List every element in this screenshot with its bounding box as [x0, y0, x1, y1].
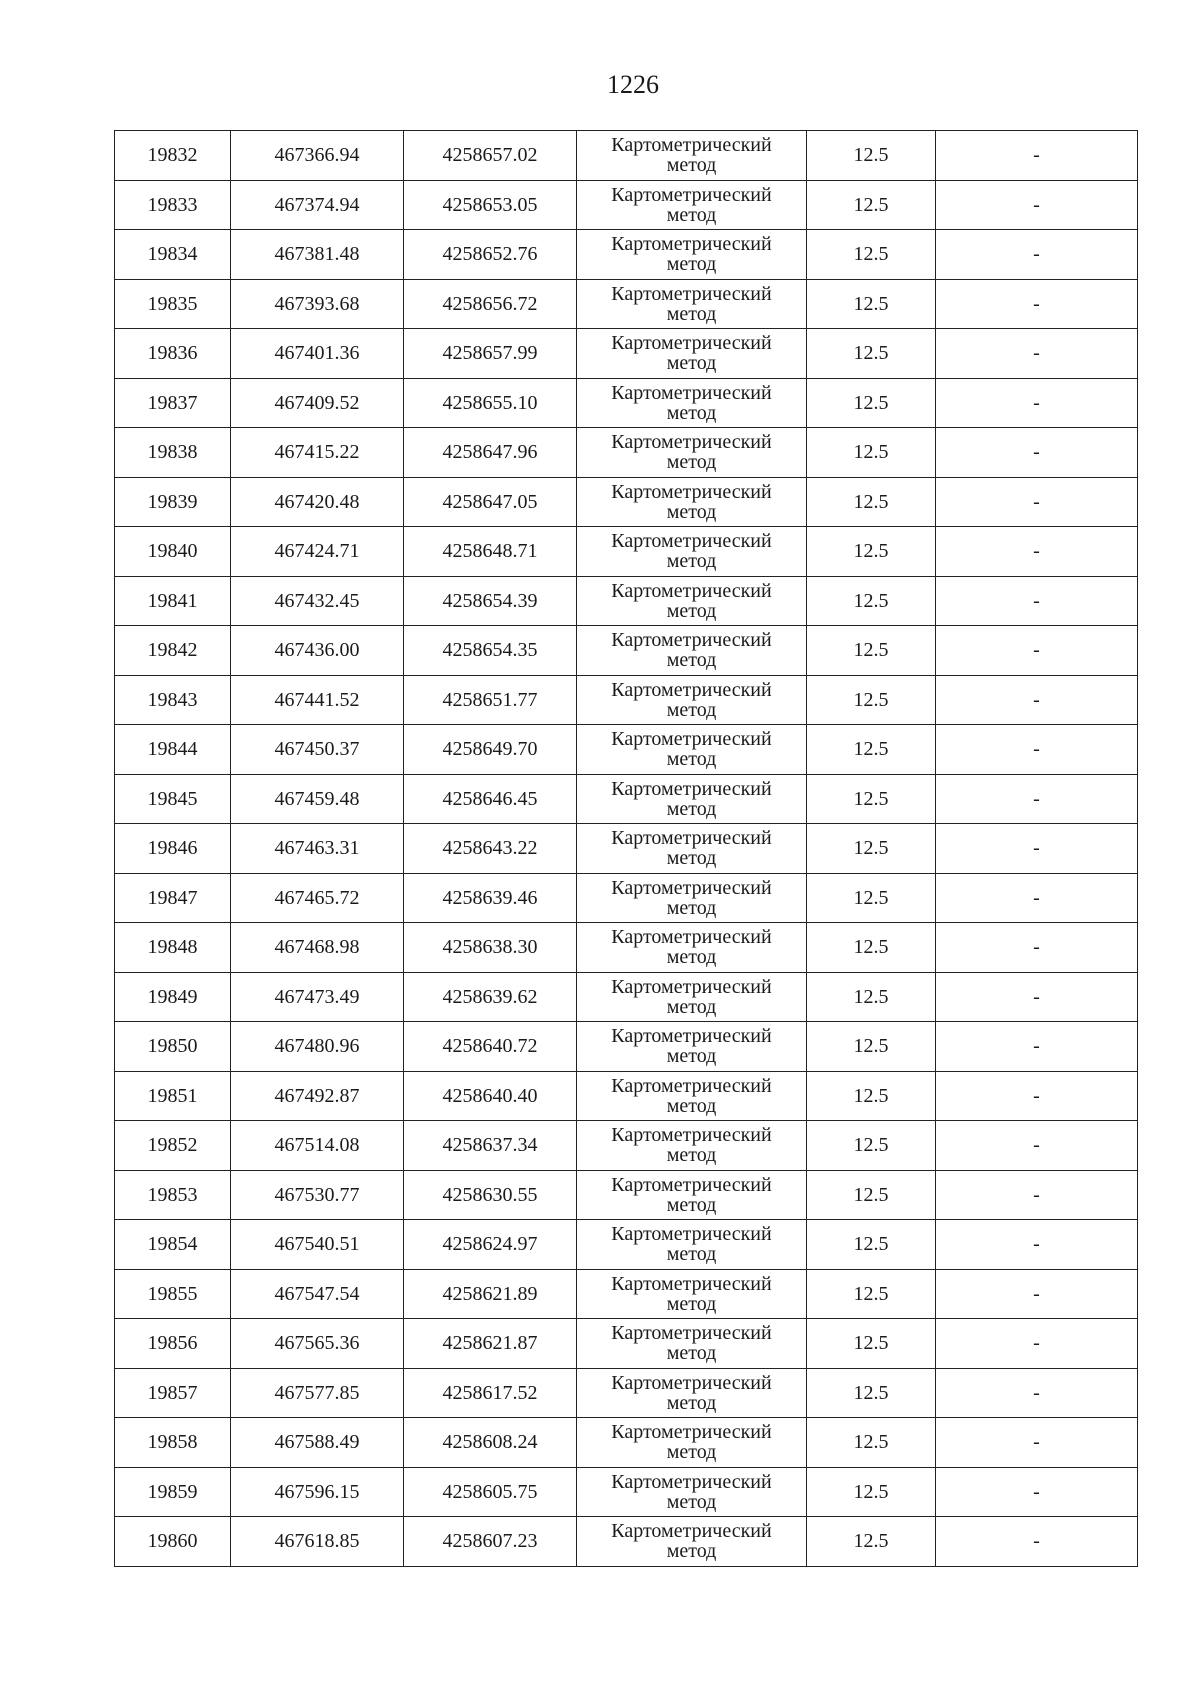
- table-row: [115, 230, 1138, 280]
- method-line-2: метод: [666, 797, 717, 820]
- method-cell: [577, 1121, 807, 1171]
- point-number-cell: 19846: [115, 824, 231, 874]
- method-cell: [577, 923, 807, 973]
- point-number-cell: 19856: [115, 1319, 231, 1369]
- accuracy-cell: 12.5: [807, 477, 936, 527]
- method-line-1: Картометрический: [611, 975, 772, 998]
- y-coordinate-cell: 4258607.23: [404, 1517, 577, 1567]
- point-number-cell: 19859: [115, 1467, 231, 1517]
- x-coordinate-cell: 467465.72: [231, 873, 404, 923]
- accuracy-cell: 12.5: [807, 626, 936, 676]
- x-coordinate-cell: 467409.52: [231, 378, 404, 428]
- table-row: [115, 180, 1138, 230]
- y-coordinate-cell: 4258653.05: [404, 180, 577, 230]
- x-coordinate-cell: 467618.85: [231, 1517, 404, 1567]
- x-coordinate-cell: 467393.68: [231, 279, 404, 329]
- accuracy-cell: 12.5: [807, 428, 936, 478]
- x-coordinate-cell: 467381.48: [231, 230, 404, 280]
- note-cell: -: [936, 824, 1138, 874]
- table-row: [115, 725, 1138, 775]
- point-number-cell: 19858: [115, 1418, 231, 1468]
- x-coordinate-cell: 467436.00: [231, 626, 404, 676]
- table-row: [115, 675, 1138, 725]
- method-line-2: метод: [666, 451, 717, 474]
- table-row: [115, 1220, 1138, 1270]
- note-cell: -: [936, 329, 1138, 379]
- note-cell: -: [936, 131, 1138, 181]
- table-row: [115, 428, 1138, 478]
- x-coordinate-cell: 467374.94: [231, 180, 404, 230]
- table-row: [115, 1170, 1138, 1220]
- method-line-1: Картометрический: [611, 1124, 772, 1147]
- note-cell: -: [936, 626, 1138, 676]
- method-line-2: метод: [666, 253, 717, 276]
- y-coordinate-cell: 4258637.34: [404, 1121, 577, 1171]
- table-row: [115, 1418, 1138, 1468]
- x-coordinate-cell: 467530.77: [231, 1170, 404, 1220]
- method-line-2: метод: [666, 352, 717, 375]
- method-line-1: Картометрический: [611, 1272, 772, 1295]
- point-number-cell: 19852: [115, 1121, 231, 1171]
- method-cell: [577, 1368, 807, 1418]
- method-line-2: метод: [666, 302, 717, 325]
- note-cell: -: [936, 1170, 1138, 1220]
- table-row: [115, 1269, 1138, 1319]
- table-row: [115, 774, 1138, 824]
- method-line-1: Картометрический: [611, 1074, 772, 1097]
- accuracy-cell: 12.5: [807, 329, 936, 379]
- method-line-2: метод: [666, 401, 717, 424]
- point-number-cell: 19843: [115, 675, 231, 725]
- method-line-1: Картометрический: [611, 480, 772, 503]
- x-coordinate-cell: 467547.54: [231, 1269, 404, 1319]
- point-number-cell: 19853: [115, 1170, 231, 1220]
- method-line-2: метод: [666, 1540, 717, 1563]
- note-cell: -: [936, 1517, 1138, 1567]
- point-number-cell: 19841: [115, 576, 231, 626]
- method-line-2: метод: [666, 698, 717, 721]
- point-number-cell: 19833: [115, 180, 231, 230]
- method-line-2: метод: [666, 599, 717, 622]
- method-line-1: Картометрический: [611, 381, 772, 404]
- point-number-cell: 19850: [115, 1022, 231, 1072]
- x-coordinate-cell: 467565.36: [231, 1319, 404, 1369]
- y-coordinate-cell: 4258655.10: [404, 378, 577, 428]
- y-coordinate-cell: 4258624.97: [404, 1220, 577, 1270]
- note-cell: -: [936, 378, 1138, 428]
- note-cell: -: [936, 1269, 1138, 1319]
- method-line-1: Картометрический: [611, 1421, 772, 1444]
- table-row: [115, 1071, 1138, 1121]
- table-row: [115, 1319, 1138, 1369]
- method-line-1: Картометрический: [611, 629, 772, 652]
- accuracy-cell: 12.5: [807, 774, 936, 824]
- point-number-cell: 19857: [115, 1368, 231, 1418]
- accuracy-cell: 12.5: [807, 180, 936, 230]
- method-line-2: метод: [666, 1292, 717, 1315]
- accuracy-cell: 12.5: [807, 1121, 936, 1171]
- point-number-cell: 19842: [115, 626, 231, 676]
- point-number-cell: 19832: [115, 131, 231, 181]
- method-cell: [577, 428, 807, 478]
- y-coordinate-cell: 4258649.70: [404, 725, 577, 775]
- point-number-cell: 19845: [115, 774, 231, 824]
- point-number-cell: 19836: [115, 329, 231, 379]
- method-cell: [577, 180, 807, 230]
- note-cell: -: [936, 675, 1138, 725]
- note-cell: -: [936, 1022, 1138, 1072]
- accuracy-cell: 12.5: [807, 230, 936, 280]
- method-cell: [577, 230, 807, 280]
- method-cell: [577, 675, 807, 725]
- table-row: [115, 972, 1138, 1022]
- method-line-2: метод: [666, 203, 717, 226]
- x-coordinate-cell: 467424.71: [231, 527, 404, 577]
- table-row: [115, 477, 1138, 527]
- point-number-cell: 19860: [115, 1517, 231, 1567]
- method-cell: [577, 1022, 807, 1072]
- coordinates-table: [114, 130, 1138, 1567]
- method-line-2: метод: [666, 1490, 717, 1513]
- method-line-1: Картометрический: [611, 579, 772, 602]
- method-line-2: метод: [666, 154, 717, 177]
- note-cell: -: [936, 1220, 1138, 1270]
- method-line-1: Картометрический: [611, 134, 772, 157]
- point-number-cell: 19838: [115, 428, 231, 478]
- y-coordinate-cell: 4258621.87: [404, 1319, 577, 1369]
- accuracy-cell: 12.5: [807, 1368, 936, 1418]
- method-cell: [577, 1071, 807, 1121]
- note-cell: -: [936, 923, 1138, 973]
- accuracy-cell: 12.5: [807, 923, 936, 973]
- y-coordinate-cell: 4258654.35: [404, 626, 577, 676]
- accuracy-cell: 12.5: [807, 576, 936, 626]
- method-line-2: метод: [666, 1243, 717, 1266]
- accuracy-cell: 12.5: [807, 378, 936, 428]
- note-cell: -: [936, 527, 1138, 577]
- method-line-2: метод: [666, 1342, 717, 1365]
- method-line-1: Картометрический: [611, 1322, 772, 1345]
- accuracy-cell: 12.5: [807, 824, 936, 874]
- note-cell: -: [936, 1418, 1138, 1468]
- accuracy-cell: 12.5: [807, 1467, 936, 1517]
- accuracy-cell: 12.5: [807, 1418, 936, 1468]
- table-row: [115, 576, 1138, 626]
- accuracy-cell: 12.5: [807, 873, 936, 923]
- x-coordinate-cell: 467577.85: [231, 1368, 404, 1418]
- method-line-2: метод: [666, 748, 717, 771]
- method-line-2: метод: [666, 1441, 717, 1464]
- table-row: [115, 1467, 1138, 1517]
- method-line-1: Картометрический: [611, 282, 772, 305]
- table-row: [115, 1368, 1138, 1418]
- point-number-cell: 19844: [115, 725, 231, 775]
- y-coordinate-cell: 4258605.75: [404, 1467, 577, 1517]
- accuracy-cell: 12.5: [807, 972, 936, 1022]
- y-coordinate-cell: 4258647.05: [404, 477, 577, 527]
- coordinates-table-body: [115, 131, 1138, 1567]
- note-cell: -: [936, 477, 1138, 527]
- table-row: [115, 824, 1138, 874]
- method-line-1: Картометрический: [611, 431, 772, 454]
- method-line-2: метод: [666, 500, 717, 523]
- method-line-2: метод: [666, 847, 717, 870]
- point-number-cell: 19837: [115, 378, 231, 428]
- accuracy-cell: 12.5: [807, 1022, 936, 1072]
- accuracy-cell: 12.5: [807, 675, 936, 725]
- y-coordinate-cell: 4258646.45: [404, 774, 577, 824]
- method-cell: [577, 725, 807, 775]
- x-coordinate-cell: 467441.52: [231, 675, 404, 725]
- note-cell: -: [936, 428, 1138, 478]
- x-coordinate-cell: 467596.15: [231, 1467, 404, 1517]
- page-number: 1226: [607, 70, 659, 99]
- table-row: [115, 131, 1138, 181]
- note-cell: -: [936, 972, 1138, 1022]
- x-coordinate-cell: 467459.48: [231, 774, 404, 824]
- accuracy-cell: 12.5: [807, 527, 936, 577]
- table-row: [115, 329, 1138, 379]
- accuracy-cell: 12.5: [807, 1170, 936, 1220]
- x-coordinate-cell: 467420.48: [231, 477, 404, 527]
- y-coordinate-cell: 4258621.89: [404, 1269, 577, 1319]
- point-number-cell: 19855: [115, 1269, 231, 1319]
- method-line-2: метод: [666, 946, 717, 969]
- point-number-cell: 19854: [115, 1220, 231, 1270]
- accuracy-cell: 12.5: [807, 1319, 936, 1369]
- method-cell: [577, 279, 807, 329]
- x-coordinate-cell: 467463.31: [231, 824, 404, 874]
- method-cell: [577, 972, 807, 1022]
- method-line-2: метод: [666, 1045, 717, 1068]
- x-coordinate-cell: 467473.49: [231, 972, 404, 1022]
- method-cell: [577, 774, 807, 824]
- accuracy-cell: 12.5: [807, 279, 936, 329]
- method-cell: [577, 131, 807, 181]
- y-coordinate-cell: 4258640.72: [404, 1022, 577, 1072]
- note-cell: -: [936, 1319, 1138, 1369]
- y-coordinate-cell: 4258657.99: [404, 329, 577, 379]
- accuracy-cell: 12.5: [807, 1220, 936, 1270]
- y-coordinate-cell: 4258657.02: [404, 131, 577, 181]
- method-line-1: Картометрический: [611, 777, 772, 800]
- method-line-1: Картометрический: [611, 1025, 772, 1048]
- accuracy-cell: 12.5: [807, 1269, 936, 1319]
- y-coordinate-cell: 4258608.24: [404, 1418, 577, 1468]
- method-cell: [577, 378, 807, 428]
- note-cell: -: [936, 1121, 1138, 1171]
- method-line-1: Картометрический: [611, 332, 772, 355]
- note-cell: -: [936, 230, 1138, 280]
- method-line-2: метод: [666, 1391, 717, 1414]
- method-line-2: метод: [666, 896, 717, 919]
- method-line-2: метод: [666, 995, 717, 1018]
- point-number-cell: 19848: [115, 923, 231, 973]
- table-row: [115, 1022, 1138, 1072]
- method-line-2: метод: [666, 1144, 717, 1167]
- y-coordinate-cell: 4258639.46: [404, 873, 577, 923]
- note-cell: -: [936, 180, 1138, 230]
- accuracy-cell: 12.5: [807, 1071, 936, 1121]
- y-coordinate-cell: 4258643.22: [404, 824, 577, 874]
- method-cell: [577, 527, 807, 577]
- method-line-1: Картометрический: [611, 1223, 772, 1246]
- point-number-cell: 19834: [115, 230, 231, 280]
- method-line-1: Картометрический: [611, 728, 772, 751]
- y-coordinate-cell: 4258639.62: [404, 972, 577, 1022]
- method-line-1: Картометрический: [611, 678, 772, 701]
- table-row: [115, 279, 1138, 329]
- method-cell: [577, 329, 807, 379]
- y-coordinate-cell: 4258656.72: [404, 279, 577, 329]
- method-line-1: Картометрический: [611, 233, 772, 256]
- x-coordinate-cell: 467492.87: [231, 1071, 404, 1121]
- x-coordinate-cell: 467540.51: [231, 1220, 404, 1270]
- y-coordinate-cell: 4258630.55: [404, 1170, 577, 1220]
- x-coordinate-cell: 467450.37: [231, 725, 404, 775]
- method-cell: [577, 626, 807, 676]
- accuracy-cell: 12.5: [807, 1517, 936, 1567]
- method-cell: [577, 1467, 807, 1517]
- point-number-cell: 19851: [115, 1071, 231, 1121]
- method-line-1: Картометрический: [611, 1173, 772, 1196]
- point-number-cell: 19835: [115, 279, 231, 329]
- method-cell: [577, 576, 807, 626]
- method-cell: [577, 1517, 807, 1567]
- table-row: [115, 626, 1138, 676]
- x-coordinate-cell: 467432.45: [231, 576, 404, 626]
- point-number-cell: 19839: [115, 477, 231, 527]
- point-number-cell: 19847: [115, 873, 231, 923]
- method-cell: [577, 1170, 807, 1220]
- method-line-1: Картометрический: [611, 530, 772, 553]
- y-coordinate-cell: 4258652.76: [404, 230, 577, 280]
- point-number-cell: 19840: [115, 527, 231, 577]
- y-coordinate-cell: 4258647.96: [404, 428, 577, 478]
- table-row: [115, 378, 1138, 428]
- table-row: [115, 923, 1138, 973]
- method-line-1: Картометрический: [611, 1371, 772, 1394]
- method-cell: [577, 1319, 807, 1369]
- method-cell: [577, 873, 807, 923]
- table-row: [115, 1121, 1138, 1171]
- method-line-2: метод: [666, 1094, 717, 1117]
- x-coordinate-cell: 467588.49: [231, 1418, 404, 1468]
- table-row: [115, 1517, 1138, 1567]
- note-cell: -: [936, 1368, 1138, 1418]
- note-cell: -: [936, 774, 1138, 824]
- method-line-1: Картометрический: [611, 876, 772, 899]
- method-cell: [577, 824, 807, 874]
- note-cell: -: [936, 1467, 1138, 1517]
- y-coordinate-cell: 4258640.40: [404, 1071, 577, 1121]
- table-row: [115, 873, 1138, 923]
- note-cell: -: [936, 576, 1138, 626]
- note-cell: -: [936, 1071, 1138, 1121]
- method-line-1: Картометрический: [611, 183, 772, 206]
- accuracy-cell: 12.5: [807, 725, 936, 775]
- y-coordinate-cell: 4258648.71: [404, 527, 577, 577]
- y-coordinate-cell: 4258651.77: [404, 675, 577, 725]
- method-cell: [577, 1220, 807, 1270]
- method-cell: [577, 477, 807, 527]
- method-cell: [577, 1418, 807, 1468]
- note-cell: -: [936, 873, 1138, 923]
- x-coordinate-cell: 467468.98: [231, 923, 404, 973]
- y-coordinate-cell: 4258654.39: [404, 576, 577, 626]
- method-line-1: Картометрический: [611, 827, 772, 850]
- y-coordinate-cell: 4258617.52: [404, 1368, 577, 1418]
- x-coordinate-cell: 467480.96: [231, 1022, 404, 1072]
- note-cell: -: [936, 725, 1138, 775]
- method-line-1: Картометрический: [611, 926, 772, 949]
- method-line-2: метод: [666, 1193, 717, 1216]
- method-line-1: Картометрический: [611, 1470, 772, 1493]
- x-coordinate-cell: 467415.22: [231, 428, 404, 478]
- note-cell: -: [936, 279, 1138, 329]
- x-coordinate-cell: 467514.08: [231, 1121, 404, 1171]
- method-line-2: метод: [666, 649, 717, 672]
- method-line-2: метод: [666, 550, 717, 573]
- method-line-1: Картометрический: [611, 1520, 772, 1543]
- table-row: [115, 527, 1138, 577]
- y-coordinate-cell: 4258638.30: [404, 923, 577, 973]
- accuracy-cell: 12.5: [807, 131, 936, 181]
- x-coordinate-cell: 467366.94: [231, 131, 404, 181]
- point-number-cell: 19849: [115, 972, 231, 1022]
- method-cell: [577, 1269, 807, 1319]
- x-coordinate-cell: 467401.36: [231, 329, 404, 379]
